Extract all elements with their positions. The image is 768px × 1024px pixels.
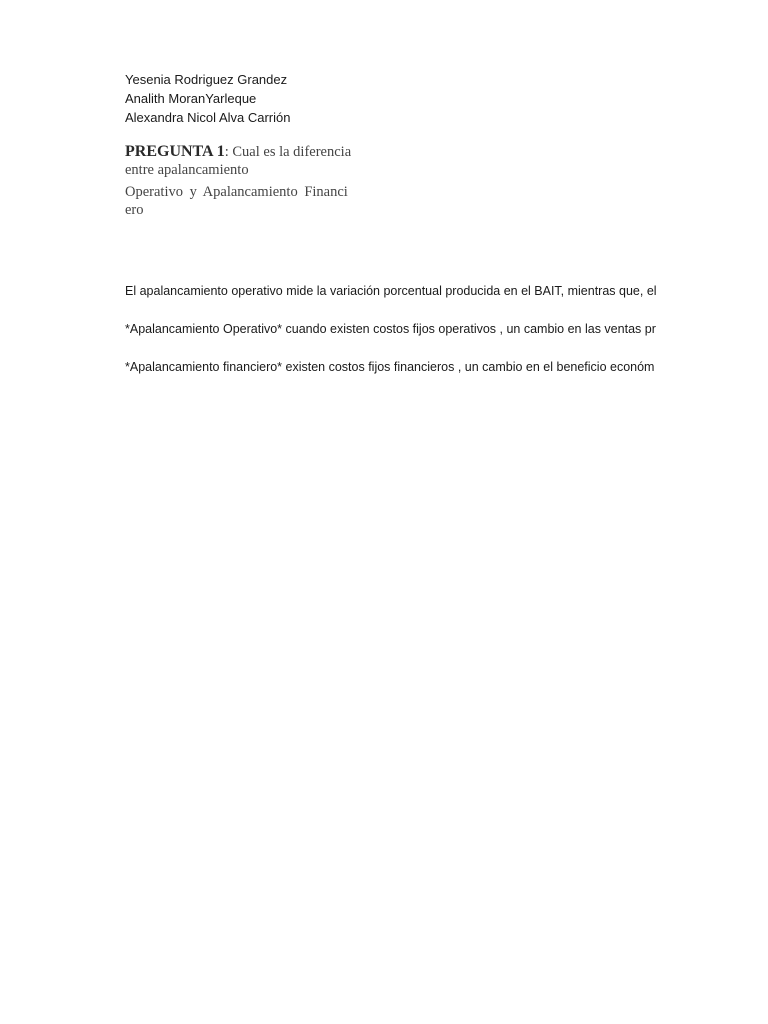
paragraph: *Apalancamiento Operativo* cuando existen costos fijos operativos , un cambio en las ventas pr <box>125 322 656 336</box>
question-heading <box>125 143 360 219</box>
author-name: Yesenia Rodriguez Grandez <box>125 72 288 87</box>
paragraph: *Apalancamiento financiero* existen costos fijos financieros , un cambio en el beneficio económ <box>125 360 655 374</box>
question-label: PREGUNTA 1 <box>125 143 225 160</box>
question-text-1: : Cual es la diferencia <box>224 144 352 160</box>
author-list <box>125 70 290 127</box>
question-line-4: ero <box>125 202 144 218</box>
question-line-1 <box>125 143 360 161</box>
paragraph: El apalancamiento operativo mide la variación porcentual producida en el BAIT, mientras que, el <box>125 284 657 298</box>
author-name: Alexandra Nicol Alva Carrión <box>125 110 291 125</box>
question-line-3: Operativo y Apalancamiento Financi <box>125 184 348 200</box>
question-line-2: entre apalancamiento <box>125 162 249 178</box>
author-name: Analith MoranYarleque <box>125 91 257 106</box>
answer-body <box>125 283 665 397</box>
